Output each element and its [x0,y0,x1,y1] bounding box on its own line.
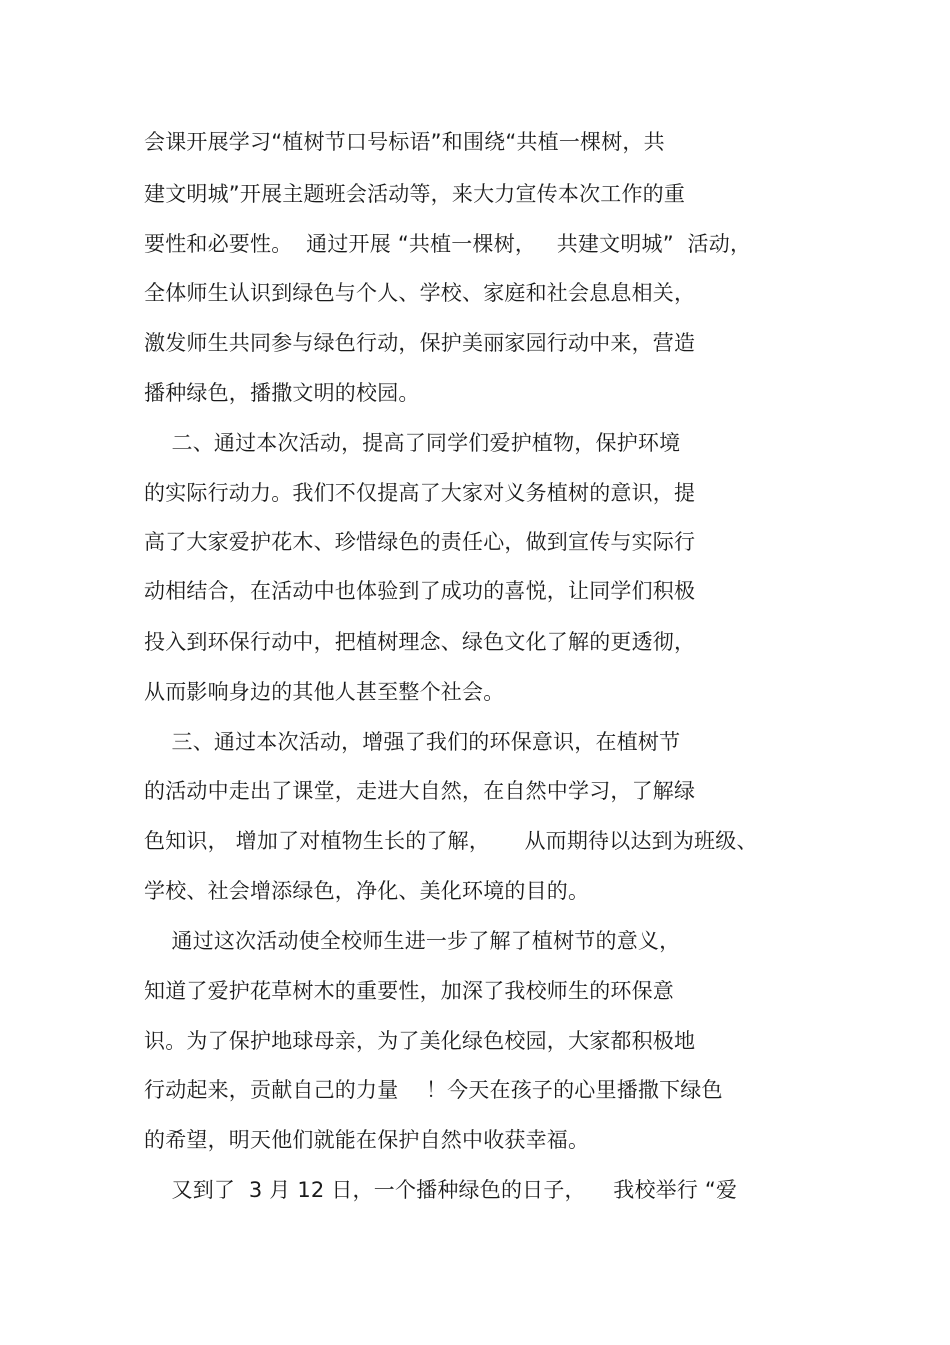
text-line-22: 又到了 3 月 12 日，一个播种绿色的日子， 我校举行 “爱 [144,1178,738,1202]
text-line-4: 全体师生认识到绿色与个人、学校、家庭和社会息息相关， [144,281,696,305]
text-line-3: 要性和必要性。 通过开展 “共植一棵树， 共建文明城” 活动， [144,232,752,256]
text-line-14: 的活动中走出了课堂，走进大自然，在自然中学习，了解绿 [144,779,696,803]
text-line-17: 通过这次活动使全校师生进一步了解了植树节的意义， [144,929,681,953]
text-line-19: 识。为了保护地球母亲，为了美化绿色校园，大家都积极地 [144,1029,696,1053]
text-line-10: 动相结合，在活动中也体验到了成功的喜悦，让同学们积极 [144,579,696,603]
text-line-1: 会课开展学习“植树节口号标语”和围绕“共植一棵树，共 [144,130,665,154]
text-line-21: 的希望，明天他们就能在保护自然中收获幸福。 [144,1128,590,1152]
text-line-20: 行动起来，贡献自己的力量 ！今天在孩子的心里播撒下绿色 [144,1078,723,1102]
text-line-11: 投入到环保行动中，把植树理念、绿色文化了解的更透彻， [144,630,696,654]
text-line-15: 色知识， 增加了对植物生长的了解， 从而期待以达到为班级、 [144,829,758,853]
text-line-6: 播种绿色，播撒文明的校园。 [144,381,420,405]
text-line-9: 高了大家爱护花木、珍惜绿色的责任心，做到宣传与实际行 [144,530,696,554]
text-line-5: 激发师生共同参与绿色行动，保护美丽家园行动中来，营造 [144,331,696,355]
text-line-7: 二、通过本次活动，提高了同学们爱护植物，保护环境 [144,431,681,455]
text-line-8: 的实际行动力。我们不仅提高了大家对义务植树的意识，提 [144,481,696,505]
text-line-13: 三、通过本次活动，增强了我们的环保意识，在植树节 [144,730,681,754]
text-line-18: 知道了爱护花草树木的重要性，加深了我校师生的环保意 [144,979,674,1003]
text-line-12: 从而影响身边的其他人甚至整个社会。 [144,680,505,704]
text-line-2: 建文明城”开展主题班会活动等，来大力宣传本次工作的重 [144,182,686,206]
text-line-16: 学校、社会增添绿色，净化、美化环境的目的。 [144,879,590,903]
